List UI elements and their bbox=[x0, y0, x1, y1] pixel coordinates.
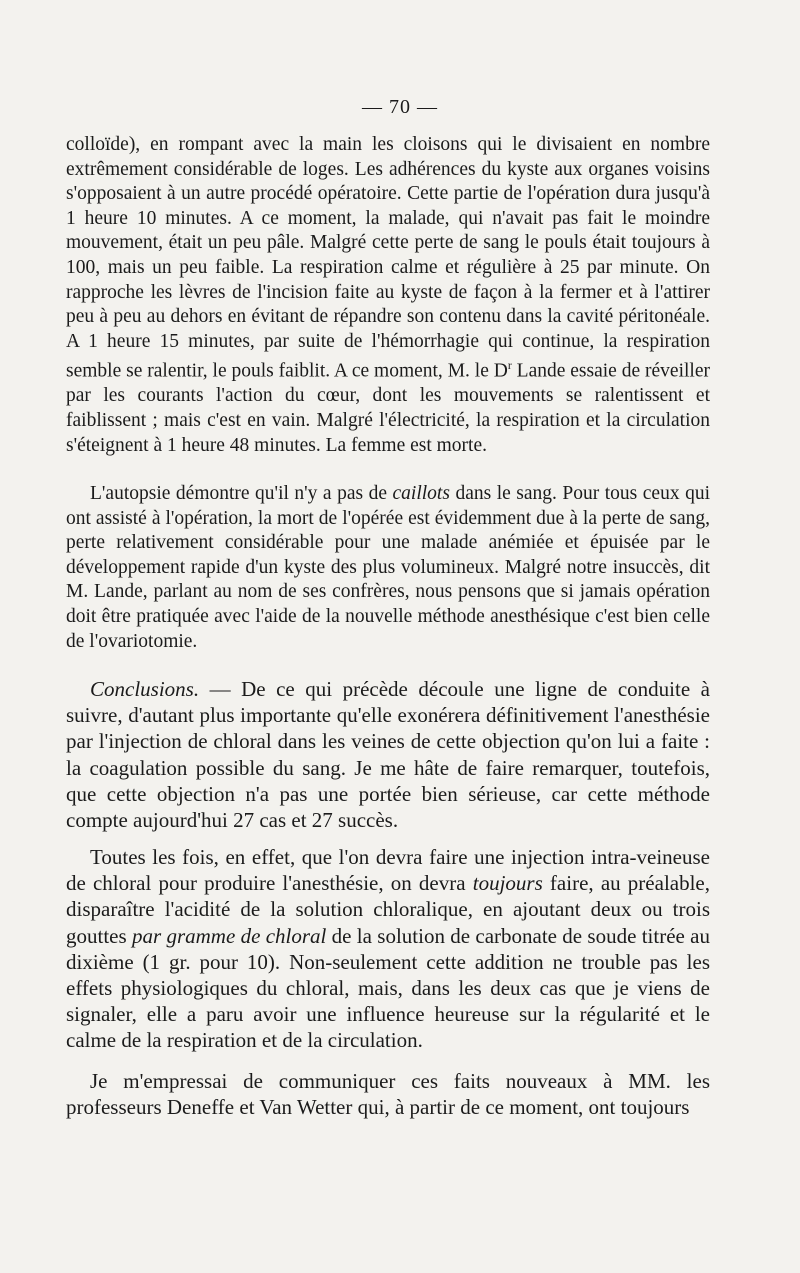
paragraph-text: Toutes les fois, en effet, que l'on devra faire une injection intra-veineuse de chloral pour produire l'anesthésie, on devra toujours faire, au préalable, disparaître l'acidité de la solution chloralique, en ajoutant deux ou trois gouttes par gramme de chloral de la solution de carbonate de soude titrée au dixième (1 gr. pour 10). Non-seulement cette addition ne trouble pas les effets physiologiques du chloral, mais, dans les deux cas que je viens de signaler, elle a paru avoir une influence heureuse sur la régularité et le calme de la respiration et de la circulation. bbox=[66, 845, 711, 1053]
paragraph-text: Conclusions. — De ce qui précède découle une ligne de conduite à suivre, d'autant plus importante qu'elle exonérera définitivement l'anesthésie par l'injection de chloral dans les veines de cette objection qu'on lui a faite : la coagulation possible du sang. Je me hâte de faire remarquer, toutefois, que cette objection n'a pas une portée bien sérieuse, car cette méthode compte aujourd'hui 27 cas et 27 succès. bbox=[66, 677, 710, 833]
paragraph-conclusions bbox=[66, 676, 710, 833]
paragraph-text: Je m'empressai de communiquer ces faits nouveaux à MM. les professeurs Deneffe et Van Wetter qui, à partir de ce moment, ont toujours bbox=[66, 1069, 710, 1120]
paragraph-injection-method bbox=[66, 844, 710, 1054]
paragraph-text: L'autopsie démontre qu'il n'y a pas de caillots dans le sang. Pour tous ceux qui ont assisté à l'opération, la mort de l'opérée est évidemment due à la perte de sang, perte relativement considérable pour une malade anémiée et épuisée par le développement rapide d'un kyste des plus volumineux. Malgré notre insuccès, dit M. Lande, parlant au nom de ses confrères, nous pensons que si jamais opération doit être pratiquée avec l'aide de la nouvelle méthode anesthésique c'est bien celle de l'ovariotomie. bbox=[66, 483, 710, 652]
paragraph-communication bbox=[66, 1068, 710, 1120]
section-heading: Conclusions. bbox=[90, 677, 200, 701]
paragraph-operation-account bbox=[66, 133, 710, 458]
paragraph-text: colloïde), en rompant avec la main les cloisons qui le divisaient en nombre extrêmement considérable de loges. Les adhérences du kyste aux organes voisins s'opposaient à un autre procédé opératoire. Cette partie de l'opération dura jusqu'à 1 heure 10 minutes. A ce moment, la malade, qui n'avait pas fait le moindre mouvement, était un peu pâle. Malgré cette perte de sang le pouls était toujours à 100, mais un peu faible. La respiration calme et régulière à 25 par minute. On rapproche les lèvres de l'incision faite au kyste de façon à la fermer et à l'attirer peu à peu au dehors en évitant de répandre son contenu dans la cavité péritonéale. A 1 heure 15 minutes, par suite de l'hémorrhagie qui continue, la respiration semble se ralentir, le pouls faiblit. A ce moment, M. le $D^r$ Lande essaie de réveiller par les courants l'action du cœur, dont les mouvements se ralentissent et faiblissent ; mais c'est en vain. Malgré l'électricité, la respiration et la circulation s'éteignent à 1 heure 48 minutes. La femme est morte. bbox=[66, 134, 710, 456]
paragraph-autopsy bbox=[66, 482, 710, 654]
page-number: — 70 — bbox=[362, 96, 438, 118]
